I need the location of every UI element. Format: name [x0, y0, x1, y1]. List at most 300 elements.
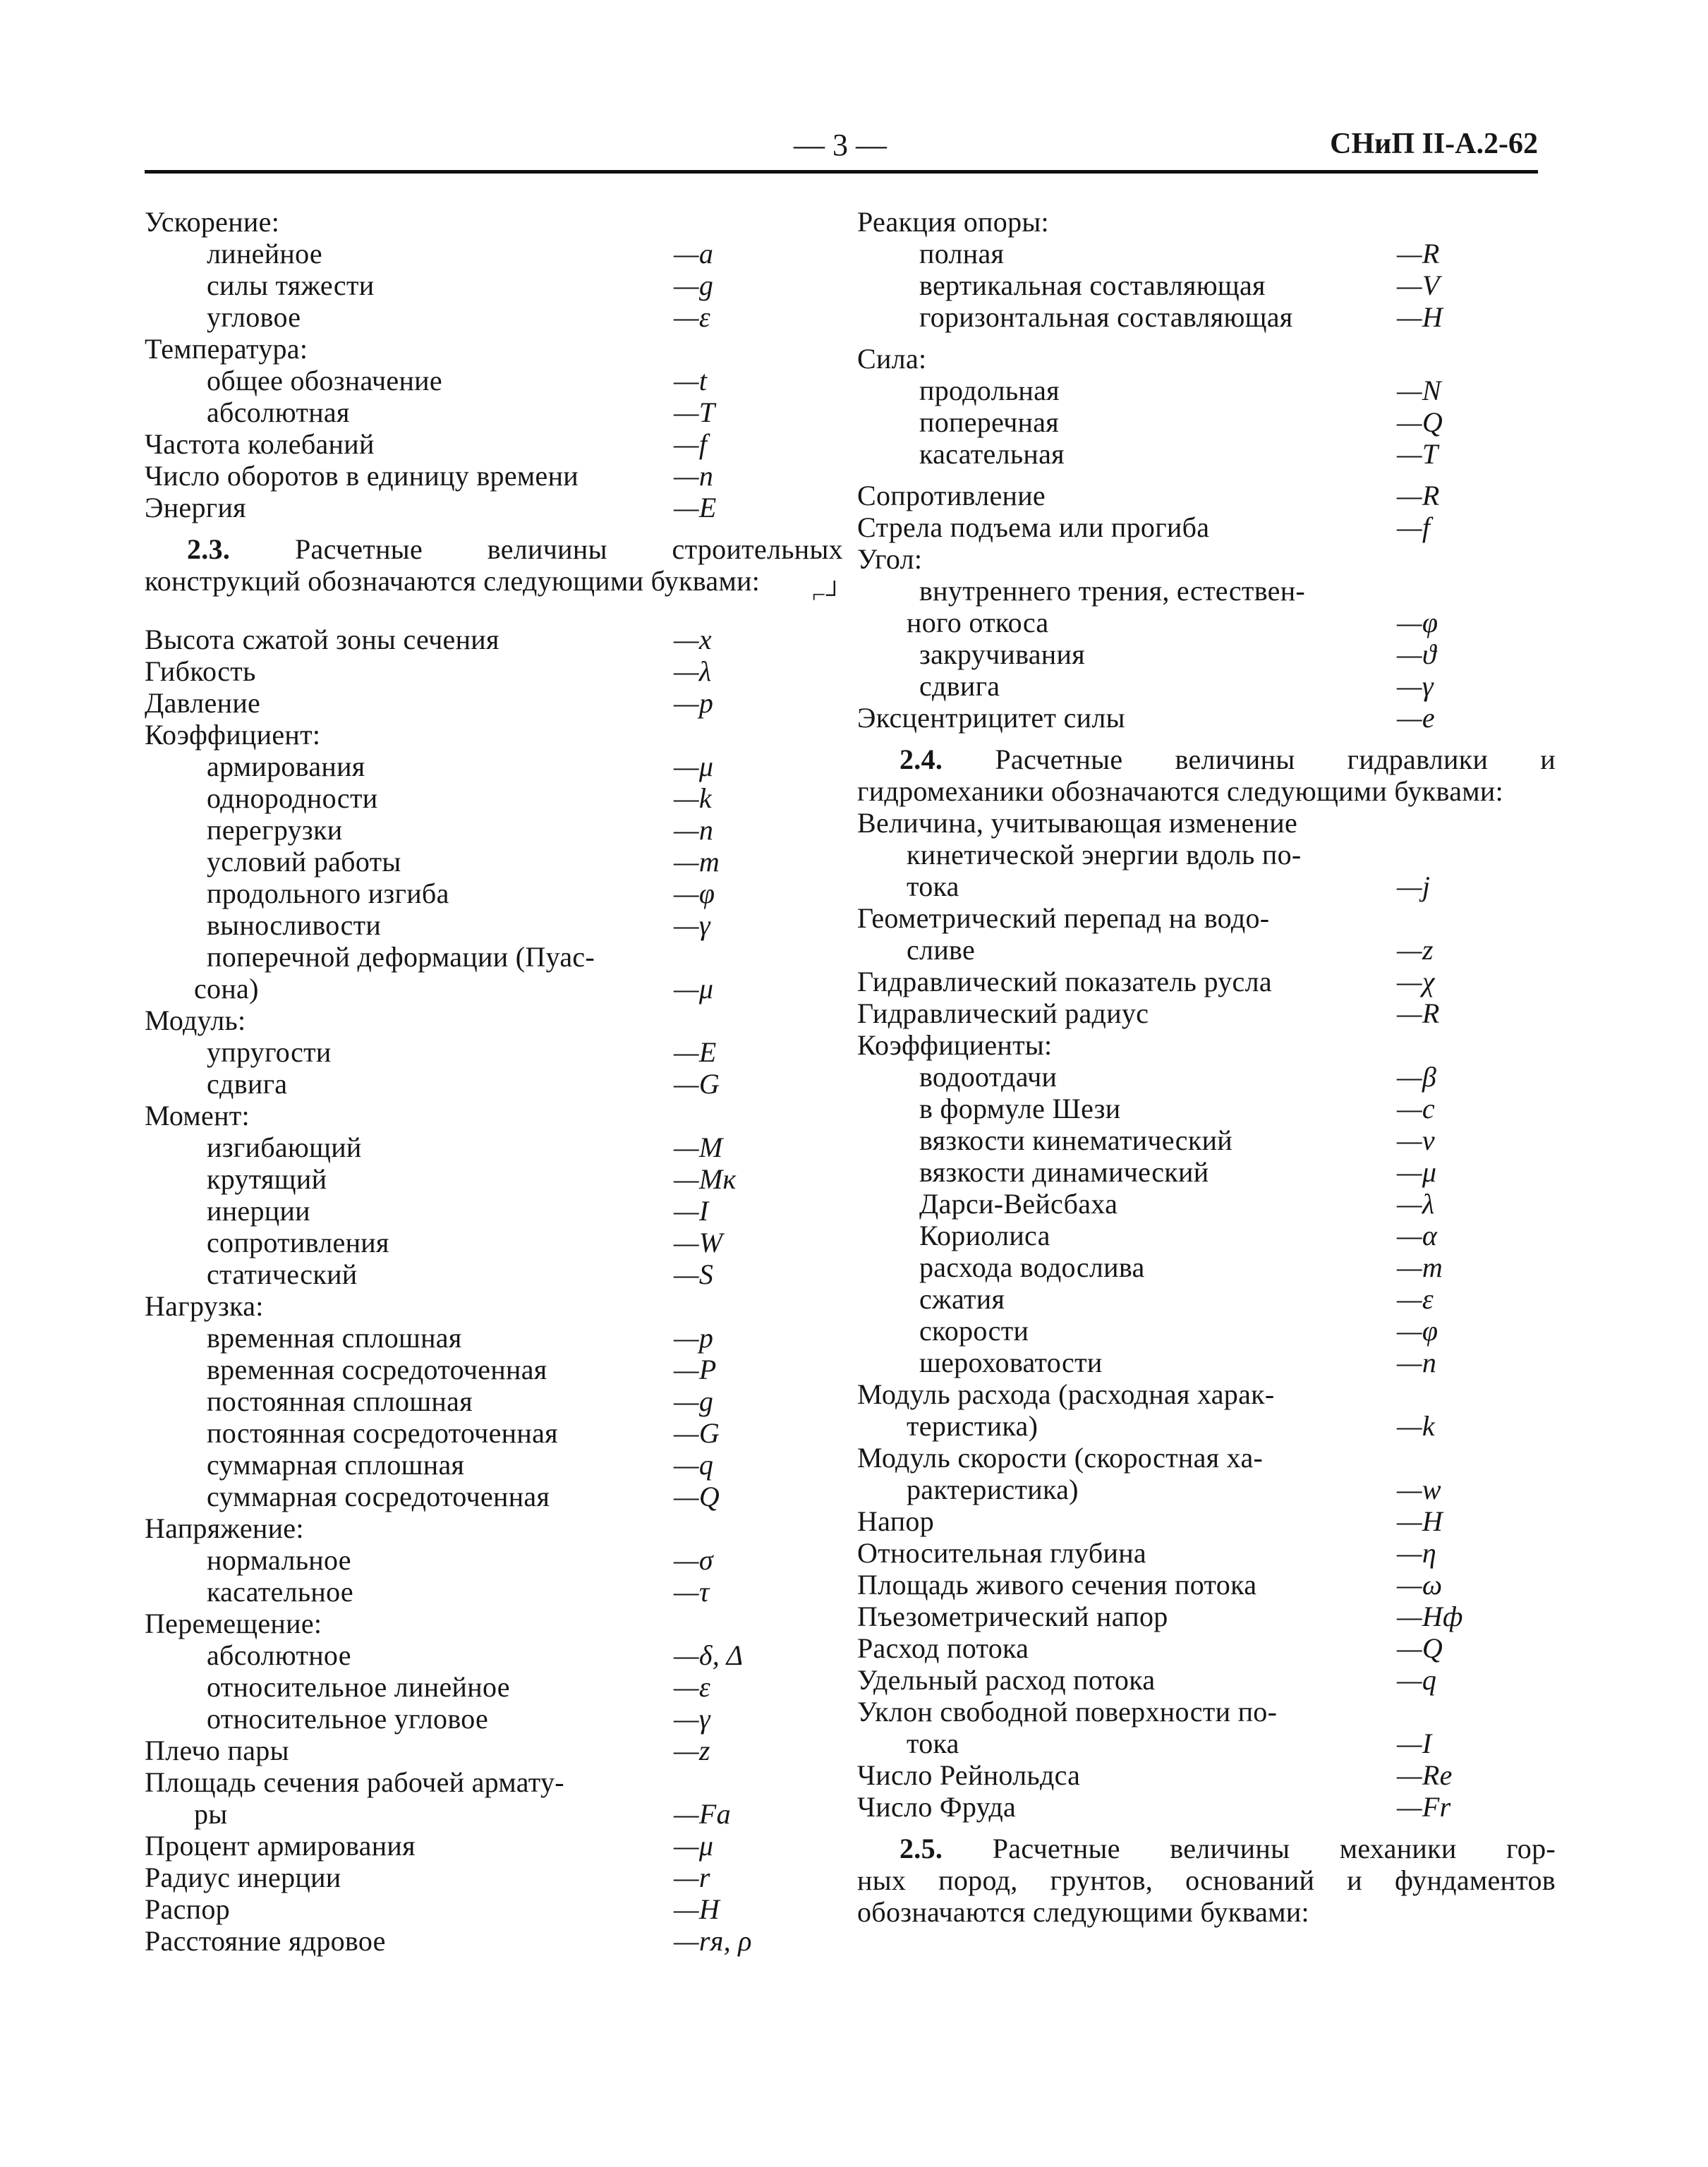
- symbol-label: —I: [1397, 1728, 1432, 1759]
- list-item: [857, 807, 1556, 839]
- term-label: Стрела подъема или прогиба: [857, 511, 1210, 543]
- symbol-label: —φ: [1397, 607, 1439, 638]
- term-label: сдвига: [919, 670, 1000, 702]
- list-item: [145, 1512, 843, 1544]
- symbol-label: —N: [1397, 375, 1441, 406]
- list-item: [857, 997, 1556, 1029]
- term-label: сопротивления: [207, 1227, 389, 1258]
- symbol-label: —E: [674, 1036, 717, 1068]
- symbol-label: —r: [674, 1862, 710, 1893]
- symbol-label: —ν: [1397, 1124, 1435, 1156]
- list-item: [145, 1068, 843, 1100]
- list-item: [145, 1449, 843, 1481]
- symbol-label: —ω: [1397, 1569, 1443, 1601]
- term-label: угловое: [207, 301, 301, 333]
- list-item: [857, 406, 1556, 438]
- term-label: суммарная сосредоточенная: [207, 1481, 550, 1512]
- term-label: рактеристика): [907, 1474, 1079, 1505]
- term-label: сливе: [907, 934, 976, 966]
- list-item: [145, 1576, 843, 1608]
- symbol-label: —Fа: [674, 1798, 731, 1830]
- term-label: Ускорение:: [145, 206, 280, 238]
- symbol-label: —φ: [674, 878, 715, 909]
- symbol-label: —Q: [1397, 1632, 1443, 1664]
- symbol-label: —Fr: [1397, 1791, 1451, 1823]
- term-label: закручивания: [919, 638, 1085, 670]
- term-label: касательная: [919, 438, 1065, 470]
- list-item: [145, 460, 843, 492]
- symbol-label: —V: [1397, 269, 1440, 301]
- list-item: [145, 1639, 843, 1671]
- term-label: ры: [194, 1798, 228, 1830]
- list-item: [857, 1251, 1556, 1283]
- term-label: инерции: [207, 1195, 310, 1227]
- symbol-label: —τ: [674, 1576, 710, 1608]
- list-item: [145, 1195, 843, 1227]
- list-item: [145, 1417, 843, 1449]
- list-item: [857, 1124, 1556, 1156]
- term-label: Уклон свободной поверхности по-: [857, 1696, 1278, 1728]
- term-label: Геометрический перепад на водо-: [857, 902, 1270, 934]
- left-top-list: [145, 206, 843, 523]
- list-item: [145, 1544, 843, 1576]
- list-item: [857, 206, 1556, 238]
- term-label: постоянная сплошная: [207, 1385, 473, 1417]
- section-2-4-line1: 2.4. Расчетные величины гидравлики и: [900, 743, 1556, 775]
- list-item: [857, 343, 1556, 375]
- symbol-label: —g: [674, 269, 714, 301]
- symbol-label: —H: [674, 1893, 720, 1925]
- term-label: Величина, учитывающая изменение: [857, 807, 1298, 839]
- symbol-label: —μ: [674, 973, 714, 1004]
- term-label: линейное: [207, 238, 322, 269]
- symbol-label: —ϑ: [1397, 638, 1436, 670]
- symbol-label: —t: [674, 365, 708, 396]
- term-label: Коэффициент:: [145, 719, 321, 751]
- symbol-label: —f: [674, 428, 708, 460]
- term-label: выносливости: [207, 909, 382, 941]
- list-item: [145, 1227, 843, 1258]
- list-item: [145, 1100, 843, 1131]
- section-2-3-number: 2.3.: [187, 533, 231, 565]
- term-label: теристика): [907, 1410, 1038, 1442]
- list-item: [857, 1601, 1556, 1632]
- term-label: тока: [907, 870, 959, 902]
- symbol-label: —P: [674, 1354, 717, 1385]
- force-list: [857, 343, 1556, 470]
- term-label: кинетической энергии вдоль по-: [907, 839, 1302, 870]
- symbol-label: —n: [674, 460, 714, 492]
- list-item: [145, 1290, 843, 1322]
- term-label: постоянная сосредоточенная: [207, 1417, 558, 1449]
- symbol-label: —I: [674, 1195, 709, 1227]
- symbol-label: —T: [1397, 438, 1439, 470]
- symbol-label: —γ: [1397, 670, 1434, 702]
- symbol-label: —μ: [674, 751, 714, 782]
- term-label: Расход потока: [857, 1632, 1029, 1664]
- list-item: [857, 301, 1556, 333]
- term-label: Сила:: [857, 343, 927, 375]
- list-item: [857, 1029, 1556, 1061]
- term-label: Модуль скорости (скоростная ха-: [857, 1442, 1264, 1474]
- list-item: [857, 1664, 1556, 1696]
- term-label: изгибающий: [207, 1131, 362, 1163]
- header-rule: [145, 170, 1538, 174]
- list-item: [857, 1759, 1556, 1791]
- list-item: [145, 1004, 843, 1036]
- list-item: [145, 206, 843, 238]
- list-item: [857, 1505, 1556, 1537]
- list-item: [857, 638, 1556, 670]
- list-item: [145, 1354, 843, 1385]
- list-item: [145, 333, 843, 365]
- section-2-3-text: конструкций обозначаются следующими буквами:: [145, 565, 761, 597]
- list-item: [145, 1163, 843, 1195]
- term-label: ного откоса: [907, 607, 1049, 638]
- term-label: Относительная глубина: [857, 1537, 1146, 1569]
- term-label: общее обозначение: [207, 365, 442, 396]
- term-label: упругости: [207, 1036, 332, 1068]
- list-item: [857, 1156, 1556, 1188]
- list-item: [857, 375, 1556, 406]
- list-item: [857, 1220, 1556, 1251]
- symbol-label: —γ: [674, 1703, 710, 1735]
- symbol-label: —S: [674, 1258, 714, 1290]
- list-item: [857, 1791, 1556, 1823]
- term-label: крутящий: [207, 1163, 327, 1195]
- list-item: [145, 909, 843, 941]
- symbol-label: —μ: [1397, 1156, 1437, 1188]
- list-item: [857, 1410, 1556, 1442]
- term-label: Площадь сечения рабочей армату-: [145, 1766, 564, 1798]
- list-item: [857, 902, 1556, 934]
- section-2-4-number: 2.4.: [900, 743, 943, 775]
- list-item: [857, 607, 1556, 638]
- symbol-label: —Q: [674, 1481, 720, 1512]
- list-item: [857, 511, 1556, 543]
- term-label: Нагрузка:: [145, 1290, 264, 1322]
- list-item: [145, 1385, 843, 1417]
- list-item: [857, 1728, 1556, 1759]
- symbol-label: —w: [1397, 1474, 1441, 1505]
- term-label: Распор: [145, 1893, 230, 1925]
- list-item: [857, 1061, 1556, 1093]
- list-item: [857, 1093, 1556, 1124]
- term-label: в формуле Шези: [919, 1093, 1121, 1124]
- symbol-label: —ε: [1397, 1283, 1434, 1315]
- term-label: Частота колебаний: [145, 428, 375, 460]
- symbol-label: —δ, Δ: [674, 1639, 744, 1671]
- term-label: Число Фруда: [857, 1791, 1017, 1823]
- symbol-label: —σ: [674, 1544, 713, 1576]
- symbol-label: —R: [1397, 480, 1440, 511]
- list-item: [145, 492, 843, 523]
- term-label: Реакция опоры:: [857, 206, 1049, 238]
- list-item: [857, 1632, 1556, 1664]
- term-label: перегрузки: [207, 814, 343, 846]
- symbol-label: —f: [1397, 511, 1431, 543]
- list-item: [145, 428, 843, 460]
- list-item: [857, 670, 1556, 702]
- symbol-label: —Q: [1397, 406, 1443, 438]
- list-item: [145, 1735, 843, 1766]
- term-label: Модуль расхода (расходная харак-: [857, 1378, 1275, 1410]
- symbol-label: —g: [674, 1385, 714, 1417]
- list-item: [145, 1036, 843, 1068]
- term-label: скорости: [919, 1315, 1029, 1347]
- symbol-label: —x: [674, 624, 712, 655]
- symbol-label: —E: [674, 492, 717, 523]
- list-item: [857, 1188, 1556, 1220]
- term-label: Площадь живого сечения потока: [857, 1569, 1257, 1601]
- section-2-5: [857, 1833, 1556, 1928]
- list-item: [145, 1703, 843, 1735]
- list-item: [145, 269, 843, 301]
- list-item: [857, 1474, 1556, 1505]
- term-label: Плечо пары: [145, 1735, 289, 1766]
- symbol-label: —χ: [1397, 966, 1435, 997]
- term-label: Расстояние ядровое: [145, 1925, 386, 1957]
- left-column: [145, 206, 843, 2054]
- term-label: относительное угловое: [207, 1703, 489, 1735]
- term-label: Угол:: [857, 543, 923, 575]
- list-item: [145, 1830, 843, 1862]
- symbol-label: —z: [674, 1735, 710, 1766]
- symbol-label: —β: [1397, 1061, 1437, 1093]
- list-item: [145, 1862, 843, 1893]
- term-label: Температура:: [145, 333, 308, 365]
- symbol-label: —q: [674, 1449, 714, 1481]
- symbol-label: —Hф: [1397, 1601, 1463, 1632]
- symbol-label: —Mк: [674, 1163, 737, 1195]
- symbol-label: —R: [1397, 997, 1440, 1029]
- list-item: [145, 624, 843, 655]
- symbol-label: —m: [674, 846, 720, 878]
- symbol-label: —n: [674, 814, 714, 846]
- list-item: [145, 238, 843, 269]
- term-label: однородности: [207, 782, 378, 814]
- symbol-label: —k: [1397, 1410, 1435, 1442]
- term-label: Гидравлический показатель русла: [857, 966, 1272, 997]
- term-label: расхода водослива: [919, 1251, 1145, 1283]
- list-item: [145, 687, 843, 719]
- term-label: вязкости кинематический: [919, 1124, 1233, 1156]
- term-label: Модуль:: [145, 1004, 246, 1036]
- symbol-label: —H: [1397, 1505, 1443, 1537]
- list-item: [145, 878, 843, 909]
- term-label: Процент армирования: [145, 1830, 416, 1862]
- section-2-5-line1: 2.5. Расчетные величины механики гор-: [900, 1833, 1556, 1864]
- list-item: [145, 1481, 843, 1512]
- symbol-label: —ε: [674, 1671, 710, 1703]
- term-label: временная сплошная: [207, 1322, 462, 1354]
- term-label: Перемещение:: [145, 1608, 322, 1639]
- page-number: — 3 —: [794, 128, 887, 162]
- list-item: [857, 238, 1556, 269]
- term-label: Радиус инерции: [145, 1862, 341, 1893]
- term-label: Пъезометрический напор: [857, 1601, 1168, 1632]
- symbol-label: —j: [1397, 870, 1431, 902]
- term-label: Напряжение:: [145, 1512, 304, 1544]
- term-label: касательное: [207, 1576, 353, 1608]
- term-label: абсолютное: [207, 1639, 351, 1671]
- symbol-label: —G: [674, 1068, 720, 1100]
- symbol-label: —q: [1397, 1664, 1437, 1696]
- section-2-4: [857, 743, 1556, 807]
- symbol-label: —W: [674, 1227, 723, 1258]
- term-label: сона): [194, 973, 259, 1004]
- term-label: поперечной деформации (Пуас-: [207, 941, 595, 973]
- list-item: [857, 934, 1556, 966]
- symbol-label: —M: [674, 1131, 723, 1163]
- term-label: тока: [907, 1728, 959, 1759]
- list-item: [145, 396, 843, 428]
- symbol-label: —a: [674, 238, 714, 269]
- list-item: [145, 301, 843, 333]
- term-label: внутреннего трения, естествен-: [919, 575, 1306, 607]
- list-item: [145, 1131, 843, 1163]
- list-item: [145, 719, 843, 751]
- list-item: [857, 1283, 1556, 1315]
- symbol-label: —T: [674, 396, 715, 428]
- term-label: водоотдачи: [919, 1061, 1058, 1093]
- list-item: [857, 966, 1556, 997]
- symbol-label: —p: [674, 687, 714, 719]
- symbol-label: —H: [1397, 301, 1443, 333]
- term-label: сдвига: [207, 1068, 288, 1100]
- term-label: статический: [207, 1258, 358, 1290]
- term-label: Удельный расход потока: [857, 1664, 1156, 1696]
- list-item: [145, 1766, 843, 1798]
- printer-mark: ⌐┘: [812, 582, 843, 608]
- term-label: относительное линейное: [207, 1671, 510, 1703]
- symbol-label: —c: [1397, 1093, 1435, 1124]
- term-label: шероховатости: [919, 1347, 1103, 1378]
- term-label: горизонтальная составляющая: [919, 301, 1293, 333]
- term-label: Гидравлический радиус: [857, 997, 1149, 1029]
- list-item: [145, 1798, 843, 1830]
- list-item: [145, 365, 843, 396]
- term-label: Высота сжатой зоны сечения: [145, 624, 499, 655]
- list-item: [857, 575, 1556, 607]
- list-item: [145, 751, 843, 782]
- list-item: [857, 1696, 1556, 1728]
- term-label: суммарная сплошная: [207, 1449, 465, 1481]
- term-label: вязкости динамический: [919, 1156, 1209, 1188]
- symbol-label: —k: [674, 782, 712, 814]
- term-label: Эксцентрицитет силы: [857, 702, 1125, 734]
- symbol-label: —φ: [1397, 1315, 1439, 1347]
- symbol-label: —η: [1397, 1537, 1437, 1569]
- term-label: Кориолиса: [919, 1220, 1050, 1251]
- list-item: [857, 870, 1556, 902]
- list-item: [857, 702, 1556, 734]
- list-item: [145, 1608, 843, 1639]
- symbol-label: —ε: [674, 301, 710, 333]
- term-label: армирования: [207, 751, 365, 782]
- term-label: Сопротивление: [857, 480, 1046, 511]
- list-item: [145, 1893, 843, 1925]
- list-item: [857, 839, 1556, 870]
- list-item: [145, 1671, 843, 1703]
- symbol-label: —n: [1397, 1347, 1437, 1378]
- page-header: [145, 127, 1538, 169]
- term-label: Число Рейнольдса: [857, 1759, 1081, 1791]
- term-label: Напор: [857, 1505, 935, 1537]
- term-label: полная: [919, 238, 1005, 269]
- term-label: Число оборотов в единицу времени: [145, 460, 579, 492]
- symbol-label: —rя, ρ: [674, 1925, 752, 1957]
- section-2-3-line1: 2.3. Расчетные величины строительных: [187, 533, 843, 565]
- list-item: [145, 655, 843, 687]
- list-item: [857, 1378, 1556, 1410]
- symbol-label: —e: [1397, 702, 1435, 734]
- term-label: абсолютная: [207, 396, 350, 428]
- list-item: [145, 1925, 843, 1957]
- section-2-5-number: 2.5.: [900, 1833, 943, 1864]
- list-item: [857, 1347, 1556, 1378]
- term-label: временная сосредоточенная: [207, 1354, 547, 1385]
- term-label: Коэффициенты:: [857, 1029, 1053, 1061]
- symbol-label: —z: [1397, 934, 1434, 966]
- section-2-3: [145, 533, 843, 608]
- term-label: сжатия: [919, 1283, 1005, 1315]
- list-item: [145, 1258, 843, 1290]
- hydraulics-list: [857, 807, 1556, 1823]
- symbol-label: —m: [1397, 1251, 1443, 1283]
- right-mid-list: [857, 480, 1556, 734]
- list-item: [857, 1442, 1556, 1474]
- right-top-list: [857, 206, 1556, 333]
- symbol-label: —λ: [1397, 1188, 1435, 1220]
- symbol-label: —λ: [674, 655, 712, 687]
- section-2-5-text: ных пород, грунтов, оснований и фундаментов обозначаются следующими буквами:: [857, 1864, 1556, 1928]
- list-item: [145, 941, 843, 973]
- list-item: [857, 1315, 1556, 1347]
- list-item: [857, 1537, 1556, 1569]
- symbol-label: —G: [674, 1417, 720, 1449]
- term-label: продольная: [919, 375, 1060, 406]
- term-label: Дарси-Вейсбаха: [919, 1188, 1118, 1220]
- term-label: Давление: [145, 687, 261, 719]
- symbol-label: —Re: [1397, 1759, 1453, 1791]
- term-label: силы тяжести: [207, 269, 375, 301]
- list-item: [145, 814, 843, 846]
- list-item: [145, 1322, 843, 1354]
- term-label: нормальное: [207, 1544, 351, 1576]
- term-label: вертикальная составляющая: [919, 269, 1266, 301]
- section-2-4-text: гидромеханики обозначаются следующими буквами:: [857, 775, 1503, 807]
- term-label: Гибкость: [145, 655, 256, 687]
- list-item: [145, 973, 843, 1004]
- list-item: [857, 1569, 1556, 1601]
- list-item: [857, 543, 1556, 575]
- list-item: [857, 269, 1556, 301]
- right-column: [857, 206, 1556, 2054]
- term-label: поперечная: [919, 406, 1059, 438]
- symbol-label: —α: [1397, 1220, 1438, 1251]
- symbol-label: —γ: [674, 909, 710, 941]
- term-label: продольного изгиба: [207, 878, 449, 909]
- symbol-label: —R: [1397, 238, 1440, 269]
- list-item: [145, 846, 843, 878]
- list-item: [857, 438, 1556, 470]
- symbol-label: —p: [674, 1322, 714, 1354]
- list-item: [145, 782, 843, 814]
- term-label: условий работы: [207, 846, 401, 878]
- term-label: Энергия: [145, 492, 246, 523]
- symbol-label: —μ: [674, 1830, 714, 1862]
